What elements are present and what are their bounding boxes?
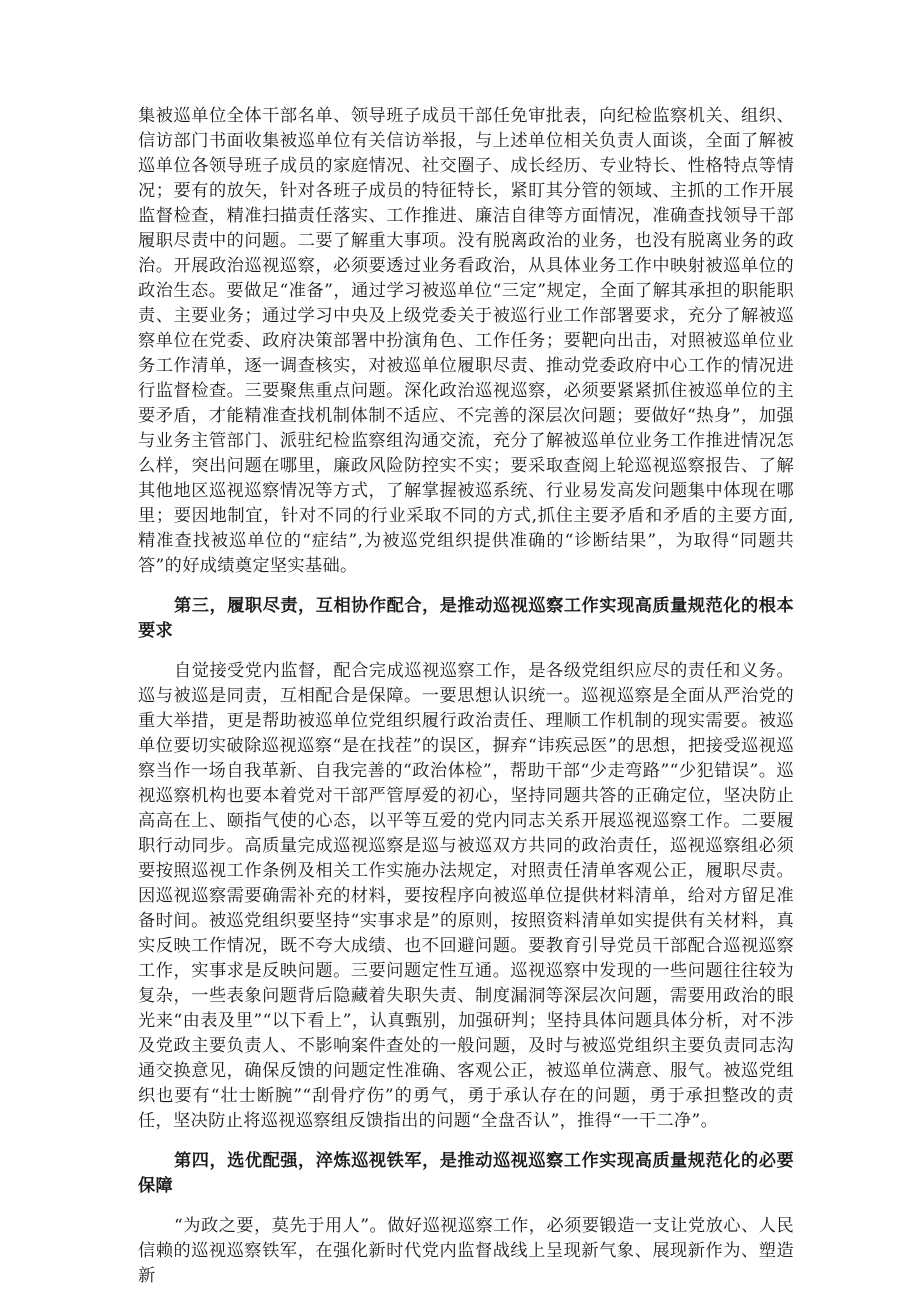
body-paragraph-2: 自觉接受党内监督，配合完成巡视巡察工作，是各级党组织应尽的责任和义务。巡与被巡是同责，互相配合是保障。一要思想认识统一。巡视巡察是全面从严治党的重大举措，更是帮助被巡单位党组织履行政治责任、理顺工作机制的现实需要。被巡单位要切实破除巡视巡察“是在找茬”的误区，摒弃“讳疾忌医”的思想，把接受巡视巡察当作一场自我革新、自我完善的“政治体检”，帮助干部“少走弯路”“少犯错误”。巡视巡察机构也要本着党对干部严管厚爱的初心，坚持同题共答的正确定位，坚决防止高高在上、颐指气使的心态，以平等互爱的党内同志关系开展巡视巡察工作。二要履职行动同步。高质量完成巡视巡察是巡与被巡双方共同的政治责任，巡视巡察组必须要按照巡视工作条例及相关工作实施办法规定，对照责任清单客观公正，履职尽责。因巡视巡察需要确需补充的材料，要按程序向被巡单位提供材料清单，给对方留足准备时间。被巡党组织要坚持“实事求是”的原则，按照资料清单如实提供有关材料，真实反映工作情况，既不夸大成绩、也不回避问题。要教育引导党员干部配合巡视巡察工作，实事求是反映问题。三要问题定性互通。巡视巡察中发现的一些问题往往较为复杂，一些表象问题背后隐藏着失职失责、制度漏洞等深层次问题，需要用政治的眼光来“由表及里”“以下看上”，认真甄别，加强研判；坚持具体问题具体分析，对不涉及党政主要负责人、不影响案件查处的一般问题，及时与被巡党组织主要负责同志沟通交换意见，确保反馈的问题定性准确、客观公正，被巡单位满意、服气。被巡党组织也要有“壮士断腕”“刮骨疗伤”的勇气，勇于承认存在的问题，勇于承担整改的责任，坚决防止将巡视巡察组反馈指出的问题“全盘否认”，推得“一干二净”。 xyxy=(138,661,794,1131)
section-heading-3: 第三，履职尽责，互相协作配合，是推动巡视巡察工作实现高质量规范化的根本要求 xyxy=(138,596,794,641)
body-paragraph-3: “为政之要，莫先于用人”。做好巡视巡察工作，必须要锻造一支让党放心、人民信赖的巡视巡察铁军，在强化新时代党内监督战线上呈现新气象、展现新作为、塑造新 xyxy=(138,1216,794,1286)
document-page xyxy=(138,104,794,1289)
section-heading-4: 第四，选优配强，淬炼巡视铁军，是推动巡视巡察工作实现高质量规范化的必要保障 xyxy=(138,1151,794,1196)
body-paragraph-1: 集被巡单位全体干部名单、领导班子成员干部任免审批表，向纪检监察机关、组织、信访部门书面收集被巡单位有关信访举报，与上述单位相关负责人面谈，全面了解被巡单位各领导班子成员的家庭情况、社交圈子、成长经历、专业特长、性格特点等情况；要有的放矢，针对各班子成员的特征特长，紧盯其分管的领域、主抓的工作开展监督检查，精准扫描责任落实、工作推进、廉洁自律等方面情况，准确查找领导干部履职尽责中的问题。二要了解重大事项。没有脱离政治的业务，也没有脱离业务的政治。开展政治巡视巡察，必须要透过业务看政治，从具体业务工作中映射被巡单位的政治生态。要做足“准备”，通过学习被巡单位“三定”规定，全面了解其承担的职能职责、主要业务；通过学习中央及上级党委关于被巡行业工作部署要求，充分了解被巡察单位在党委、政府决策部署中扮演角色、工作任务；要靶向出击，对照被巡单位业务工作清单，逐一调查核实，对被巡单位履职尽责、推动党委政府中心工作的情况进行监督检查。三要聚焦重点问题。深化政治巡视巡察，必须要紧紧抓住被巡单位的主要矛盾，才能精准查找机制体制不适应、不完善的深层次问题；要做好“热身”，加强与业务主管部门、派驻纪检监察组沟通交流，充分了解被巡单位业务工作推进情况怎么样，突出问题在哪里，廉政风险防控实不实；要采取查阅上轮巡视巡察报告、了解其他地区巡视巡察情况等方式，了解掌握被巡系统、行业易发高发问题集中体现在哪里；要因地制宜，针对不同的行业采取不同的方式,抓住主要矛盾和矛盾的主要方面,精准查找被巡单位的“症结”,为被巡党组织提供准确的“诊断结果”，为取得“同题共答”的好成绩奠定坚实基础。 xyxy=(138,106,794,576)
